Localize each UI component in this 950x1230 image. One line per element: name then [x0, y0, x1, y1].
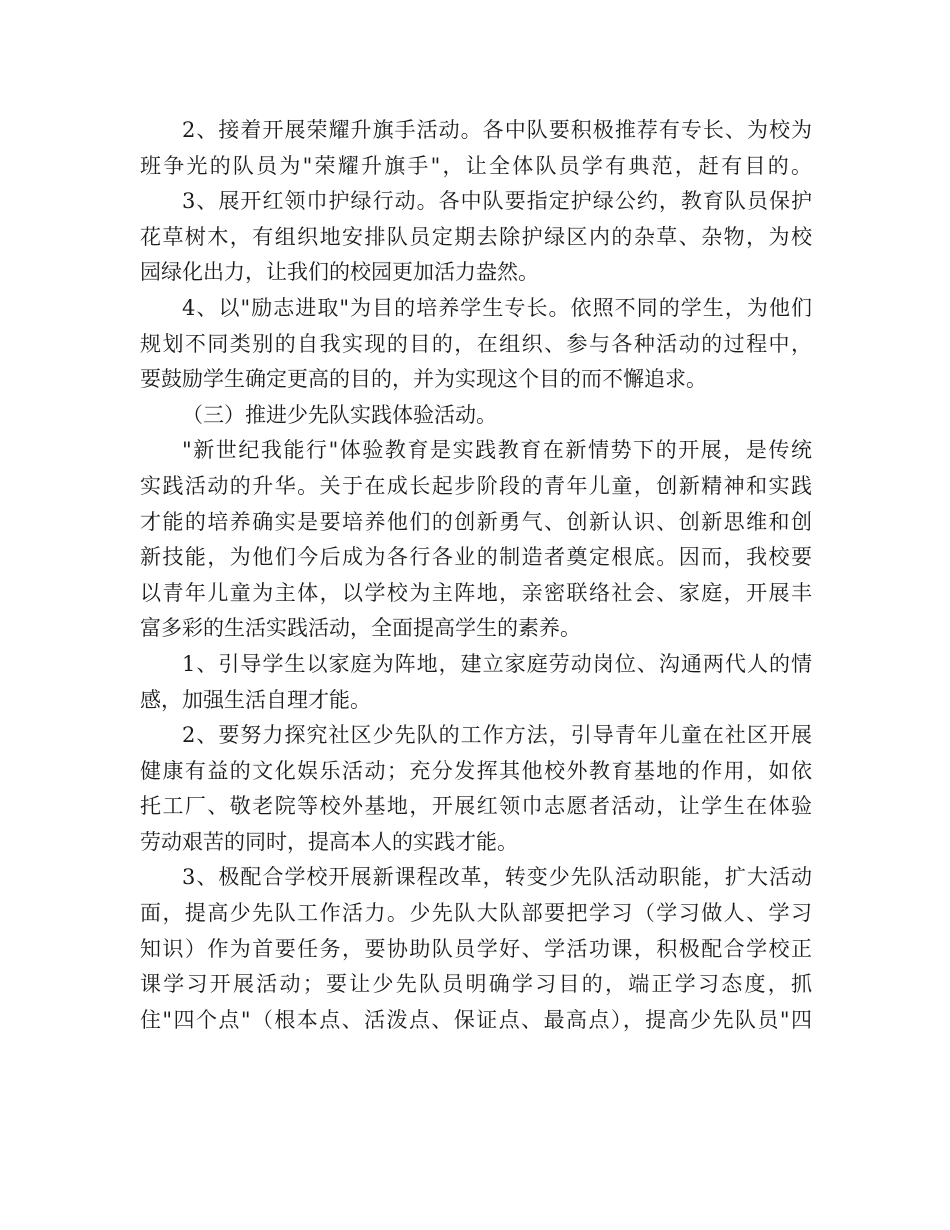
text-line: 才能的培养确实是要培养他们的创新勇气、创新认识、创新思维和创: [140, 509, 812, 534]
text-line: 知识）作为首要任务，要协助队员学好、学活功课，积极配合学校正: [140, 936, 812, 961]
text-line: 2、接着开展荣耀升旗手活动。各中队要积极推荐有专长、为校为: [182, 118, 812, 142]
text-line: 健康有益的文化娱乐活动；充分发挥其他校外教育基地的作用，如依: [140, 758, 812, 783]
text-line: 园绿化出力，让我们的校园更加活力盎然。: [140, 260, 539, 285]
text-line: 4、以"励志进取"为目的培养学生专长。依照不同的学生，为他们: [182, 295, 812, 320]
text-line: 面，提高少先队工作活力。少先队大队部要把学习（学习做人、学习: [140, 901, 812, 926]
text-line: 花草树木，有组织地安排队员定期去除护绿区内的杂草、杂物，为校: [140, 224, 812, 249]
text-line: （三）推进少先队实践体验活动。: [182, 402, 497, 427]
text-line: 新技能，为他们今后成为各行各业的制造者奠定根底。因而，我校要: [140, 545, 812, 570]
text-line: 以青年儿童为主体，以学校为主阵地，亲密联络社会、家庭，开展丰: [140, 580, 812, 605]
text-line: 富多彩的生活实践活动，全面提高学生的素养。: [140, 616, 581, 641]
text-line: 劳动艰苦的同时，提高本人的实践才能。: [140, 829, 518, 854]
text-line: 规划不同类别的自我实现的目的，在组织、参与各种活动的过程中，: [140, 331, 812, 356]
text-line: "新世纪我能行"体验教育是实践教育在新情势下的开展，是传统: [182, 438, 812, 463]
text-line: 住"四个点"（根本点、活泼点、保证点、最高点），提高少先队员"四: [140, 1007, 812, 1032]
text-line: 要鼓励学生确定更高的目的，并为实现这个目的而不懈追求。: [140, 367, 707, 392]
text-line: 课学习开展活动；要让少先队员明确学习目的，端正学习态度，抓: [140, 972, 812, 997]
text-line: 2、要努力探究社区少先队的工作方法，引导青年儿童在社区开展: [182, 723, 812, 748]
text-line: 托工厂、敬老院等校外基地，开展红领巾志愿者活动，让学生在体验: [140, 794, 812, 819]
text-line: 3、展开红领巾护绿行动。各中队要指定护绿公约，教育队员保护: [182, 189, 812, 214]
text-line: 感，加强生活自理才能。: [140, 687, 371, 712]
text-line: 实践活动的升华。关于在成长起步阶段的青年儿童，创新精神和实践: [140, 473, 812, 498]
text-line: 3、极配合学校开展新课程改革，转变少先队活动职能，扩大活动: [182, 865, 812, 890]
text-line: 1、引导学生以家庭为阵地，建立家庭劳动岗位、沟通两代人的情: [182, 651, 812, 676]
document-body: [140, 113, 812, 1038]
text-line: 班争光的队员为"荣耀升旗手"，让全体队员学有典范，赶有目的。: [140, 153, 812, 178]
